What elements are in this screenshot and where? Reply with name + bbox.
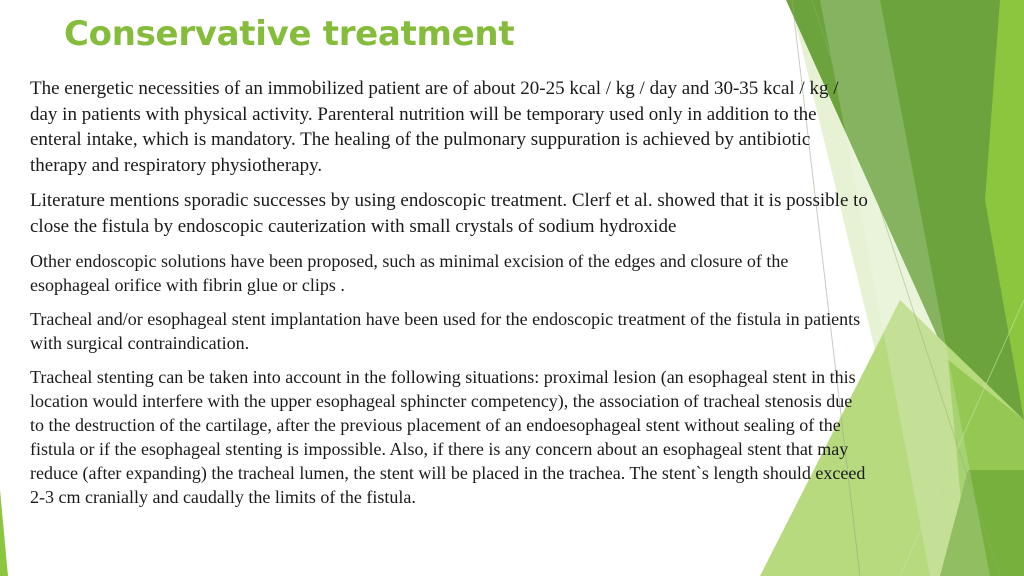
paragraph-endoscopic-solutions: Other endoscopic solutions have been proposed, such as minimal excision of the edges and closure of the esophageal orifice with fibrin glue or clips .	[30, 251, 789, 295]
paragraph-endoscopic-literature: Literature mentions sporadic successes by using endoscopic treatment. Clerf et al. showed that it is possible to close the fistula by endoscopic cauterization with small crystals of sodium hydroxide	[30, 190, 868, 237]
paragraph-stent-implantation: Tracheal and/or esophageal stent implantation have been used for the endoscopic treatment of the fistula in patients with surgical contraindication.	[30, 309, 861, 353]
paragraph-tracheal-stenting: Tracheal stenting can be taken into account in the following situations: proximal lesion (an esophageal stent in this location would interfere with the upper esophageal sphincter competency), the association of tracheal stenosis due to the destruction of the cartilage, after the previous placement of an endoesophageal stent without sealing of the fistula or if the esophageal stenting is impossible. Also, if there is any concern about an esophageal stent that may reduce (after expanding) the tracheal lumen, the stent will be placed in the trachea. The stent`s length should exceed 2-3 cm cranially and caudally the limits of the fistula.	[30, 367, 866, 507]
paragraph-nutrition: The energetic necessities of an immobilized patient are of about 20-25 kcal / kg / day and 30-35 kcal / kg / day in patients with physical activity. Parenteral nutrition will be temporary used only in addition to the enteral intake, which is mandatory. The healing of the pulmonary suppuration is achieved by antibiotic therapy and respiratory physiotherapy.	[30, 78, 839, 176]
slide-body	[30, 76, 870, 509]
deco-left-accent	[0, 490, 8, 576]
slide-title: Conservative treatment	[64, 14, 515, 54]
